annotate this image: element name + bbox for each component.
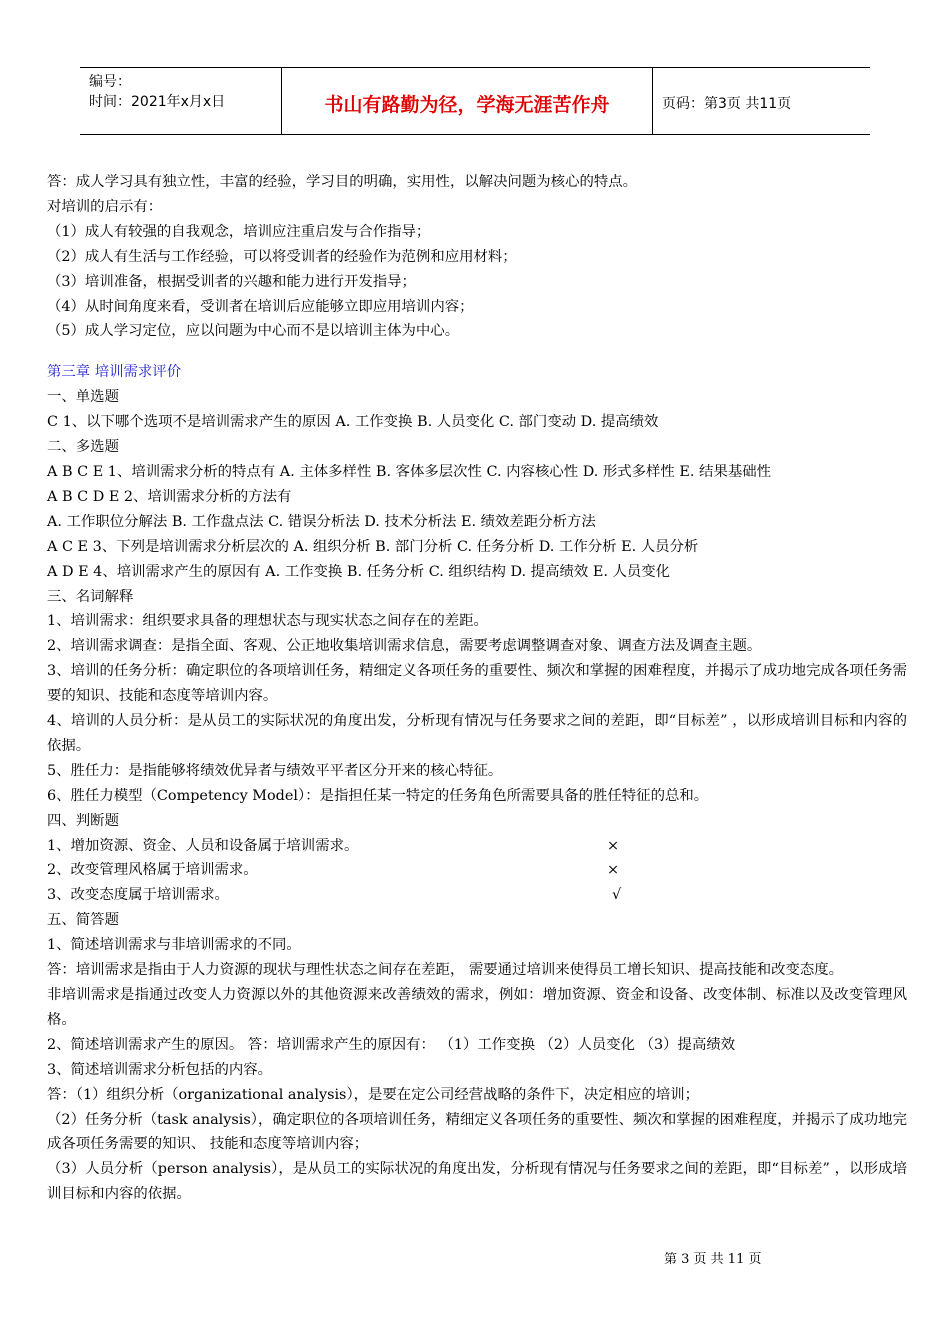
multi-question-3: A C E 3、下列是培训需求分析层次的 A. 组织分析 B. 部门分析 C. 任务分析 D. 工作分析 E. 人员分析 [47, 538, 699, 555]
judge-item-mark: × [607, 862, 620, 879]
short-question-1: 1、简述培训需求与非培训需求的不同。 [47, 937, 301, 954]
term-item: 1、培训需求：组织要求具备的理想状态与现实状态之间存在的差距。 [47, 613, 488, 630]
short-question-3: 3、简述培训需求分析包括的内容。 [47, 1061, 273, 1078]
multi-question-2-options: A. 工作职位分解法 B. 工作盘点法 C. 错误分析法 D. 技术分析法 E. 绩效差距分析方法 [47, 513, 596, 530]
page-footer: 第 3 页 共 11 页 [664, 1252, 762, 1267]
header-table [80, 67, 870, 135]
implication-item: （1）成人有较强的自我观念，培训应注重启发与合作指导； [47, 223, 431, 240]
term-item: 3、培训的任务分析：确定职位的各项培训任务，精细定义各项任务的重要性、频次和掌握的困难程度，并揭示了成功地完成各项任务需要的知识、技能和态度等培训内容。 [47, 663, 907, 705]
implication-item: （4）从时间角度来看，受训者在培训后应能够立即应用培训内容； [47, 298, 474, 315]
implication-item: （3）培训准备，根据受训者的兴趣和能力进行开发指导； [47, 273, 416, 290]
implication-item: （2）成人有生活与工作经验，可以将受训者的经验作为范例和应用材料； [47, 248, 517, 265]
multi-question-4: A D E 4、培训需求产生的原因有 A. 工作变换 B. 任务分析 C. 组织结构 D. 提高绩效 E. 人员变化 [47, 563, 671, 580]
judge-item-mark: × [607, 837, 620, 854]
judge-item [47, 883, 907, 908]
term-item: 5、胜任力：是指能够将绩效优异者与绩效平平者区分开来的核心特征。 [47, 762, 503, 779]
judge-item [47, 834, 907, 859]
multi-question-1: A B C E 1、培训需求分析的特点有 A. 主体多样性 B. 客体多层次性 C. 内容核心性 D. 形式多样性 E. 结果基础性 [47, 463, 772, 480]
short-answer-3-item-3: （3）人员分析（person analysis），是从员工的实际状况的角度出发，分析现有情况与任务要求之间的差距，即“目标差” ，以形成培训目标和内容的依据。 [47, 1161, 907, 1203]
term-item: 6、胜任力模型（Competency Model）：是指担任某一特定的任务角色所需要具备的胜任特征的总和。 [47, 787, 709, 804]
judge-item-text: 1、增加资源、资金、人员和设备属于培训需求。 [47, 837, 359, 854]
implication-item: （5）成人学习定位，应以问题为中心而不是以培训主体为中心。 [47, 323, 460, 340]
short-answer-3-item-2: （2）任务分析（task analysis），确定职位的各项培训任务，精细定义各项任务的重要性、频次和掌握的困难程度，并揭示了成功地完成各项任务需要的知识、 技能和态度等培训内容； [47, 1111, 907, 1153]
section-title-judge: 四、判断题 [47, 812, 119, 829]
term-item: 2、培训需求调查：是指全面、客观、公正地收集培训需求信息，需要考虑调整调查对象、调查方法及调查主题。 [47, 638, 762, 655]
judge-item-mark: √ [612, 887, 622, 904]
single-question-1: C 1、以下哪个选项不是培训需求产生的原因 A. 工作变换 B. 人员变化 C. 部门变动 D. 提高绩效 [47, 414, 659, 431]
short-answer-1-part-1: 答：培训需求是指由于人力资源的现状与理性状态之间存在差距， 需要通过培训来使得员工增长知识、提高技能和改变态度。 [47, 962, 844, 979]
short-answer-3-item-1: 答：（1）组织分析（organizational analysis），是要在定公司经营战略的条件下，决定相应的培训； [47, 1086, 700, 1103]
document-body [47, 170, 907, 1207]
short-answer-1-part-2: 非培训需求是指通过改变人力资源以外的其他资源来改善绩效的需求，例如：增加资源、资金和设备、改变体制、标准以及改变管理风格。 [47, 987, 907, 1028]
section-title-single: 一、单选题 [47, 389, 119, 406]
section-title-short: 五、简答题 [47, 912, 119, 929]
short-question-2: 2、简述培训需求产生的原因。 答：培训需求产生的原因有： （1）工作变换 （2）人员变化 （3）提高绩效 [47, 1036, 736, 1053]
judge-item-text: 3、改变态度属于培训需求。 [47, 887, 229, 904]
section-title-terms: 三、名词解释 [47, 588, 134, 605]
chapter-title: 第三章 培训需求评价 [47, 364, 182, 381]
judge-item [47, 858, 907, 883]
judge-item-text: 2、改变管理风格属于培训需求。 [47, 862, 258, 879]
document-number-label: 编号： [89, 74, 131, 90]
document-time-label: 时间：2021年x月x日 [89, 94, 226, 110]
term-item: 4、培训的人员分析：是从员工的实际状况的角度出发，分析现有情况与任务要求之间的差距，即“目标差” ，以形成培训目标和内容的依据。 [47, 713, 907, 754]
multi-question-2: A B C D E 2、培训需求分析的方法有 [47, 488, 292, 505]
intro-answer: 答：成人学习具有独立性，丰富的经验，学习目的明确，实用性，以解决问题为核心的特点。 [47, 174, 638, 190]
header-page-info: 页码：第3页 共11页 [662, 96, 792, 112]
header-motto: 书山有路勤为径，学海无涯苦作舟 [282, 68, 653, 134]
implication-title: 对培训的启示有： [47, 198, 163, 215]
section-title-multi: 二、多选题 [47, 439, 119, 456]
header-meta [80, 68, 282, 134]
